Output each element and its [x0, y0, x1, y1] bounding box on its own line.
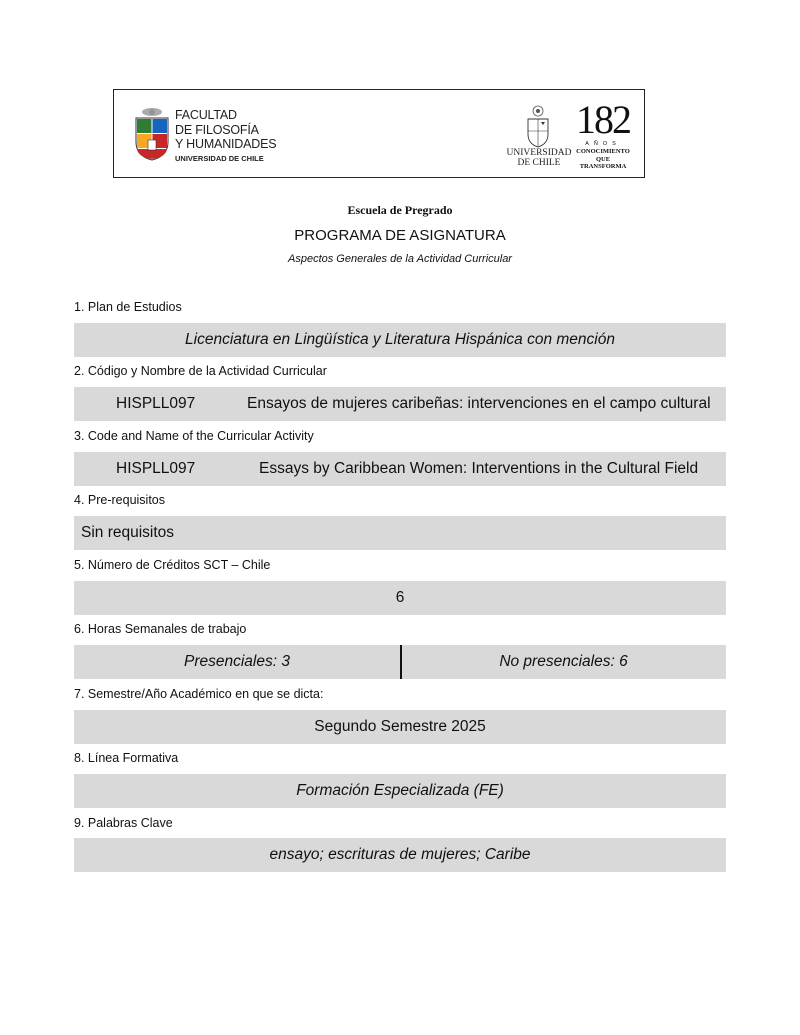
header-logos [113, 89, 645, 178]
code-en-name: Essays by Caribbean Women: Interventions in the Cultural Field [259, 460, 699, 477]
credits-label: 5. Número de Créditos SCT – Chile [74, 558, 271, 572]
university-name [506, 148, 572, 168]
hours-label: 6. Horas Semanales de trabajo [74, 622, 247, 636]
university-line-1: UNIVERSIDAD [506, 148, 572, 158]
faculty-line-1: FACULTAD [175, 108, 237, 122]
line-label: 8. Línea Formativa [74, 751, 179, 765]
faculty-university: UNIVERSIDAD DE CHILE [175, 153, 264, 163]
anniversary-tag-line-1: CONOCIMIENTO [576, 148, 630, 155]
semester-field [74, 710, 726, 744]
aspects-subtitle: Aspectos Generales de la Actividad Curricular [288, 253, 512, 265]
semester-value: Segundo Semestre 2025 [314, 718, 486, 735]
credits-value: 6 [395, 589, 405, 606]
code-en-field [74, 452, 726, 486]
plan-field [74, 323, 726, 357]
prereq-label: 4. Pre-requisitos [74, 493, 166, 507]
anniversary-word: AÑOS [585, 141, 621, 147]
code-es-label: 2. Código y Nombre de la Actividad Curricular [74, 364, 327, 378]
code-en-label: 3. Code and Name of the Curricular Activity [74, 429, 314, 443]
hours-non-presential: No presenciales: 6 [499, 653, 628, 670]
keywords-field [74, 838, 726, 872]
hours-presential: Presenciales: 3 [184, 653, 290, 670]
code-es-code: HISPLL097 [116, 395, 196, 412]
faculty-line-2: DE FILOSOFÍA [175, 122, 259, 137]
keywords-value: ensayo; escrituras de mujeres; Caribe [269, 846, 531, 863]
anniversary-tag-line-2: QUE TRANSFORMA [579, 155, 627, 170]
anniversary-number: 182 [576, 97, 630, 142]
code-en-code: HISPLL097 [116, 460, 196, 477]
plan-label: 1. Plan de Estudios [74, 300, 182, 314]
semester-label: 7. Semestre/Año Académico en que se dicta: [74, 687, 324, 701]
plan-value: Licenciatura en Lingüística y Literatura Hispánica con mención [185, 331, 615, 348]
faculty-name [175, 108, 276, 164]
code-es-name: Ensayos de mujeres caribeñas: intervenciones en el campo cultural [247, 395, 711, 412]
anniversary-logo [572, 97, 634, 171]
credits-field [74, 581, 726, 615]
program-title: PROGRAMA DE ASIGNATURA [294, 227, 506, 244]
hours-field [74, 645, 726, 679]
university-line-2: DE CHILE [517, 158, 561, 168]
line-field [74, 774, 726, 808]
prereq-field [74, 516, 726, 550]
code-es-field [74, 387, 726, 421]
keywords-label: 9. Palabras Clave [74, 816, 173, 830]
school-title: Escuela de Pregrado [347, 203, 453, 217]
faculty-line-3: Y HUMANIDADES [175, 137, 277, 151]
faculty-shield-logo [134, 104, 170, 162]
prereq-value: Sin requisitos [81, 524, 175, 541]
line-value: Formación Especializada (FE) [296, 782, 504, 799]
university-crest-logo [503, 104, 573, 148]
